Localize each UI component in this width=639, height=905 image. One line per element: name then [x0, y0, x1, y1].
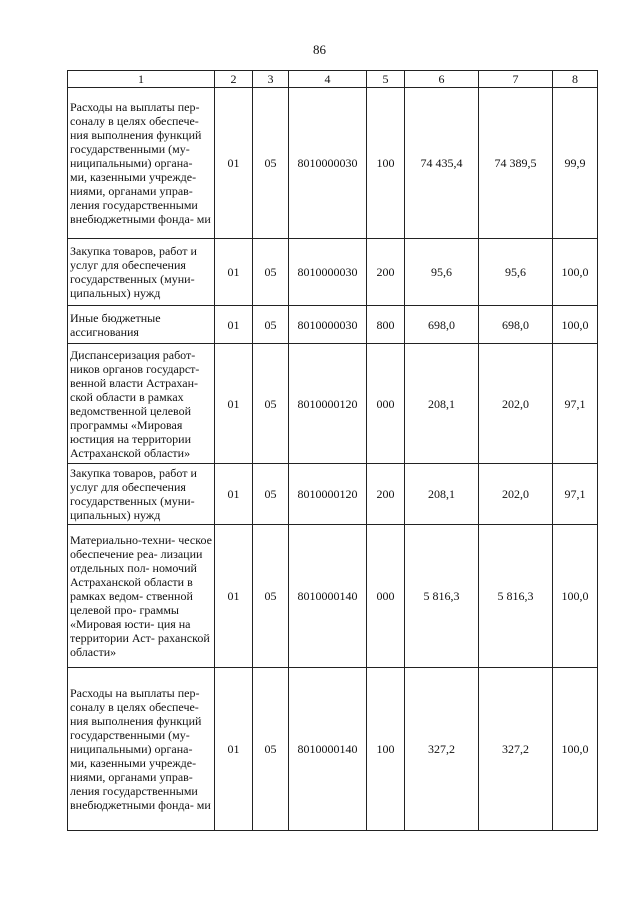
- cell-actual: 327,2: [479, 668, 553, 831]
- row-description: Иные бюджетные ассигнования: [68, 306, 215, 344]
- column-header: 3: [253, 71, 289, 88]
- cell-subsection: 05: [253, 525, 289, 668]
- table-row: [68, 464, 598, 525]
- column-header: 6: [405, 71, 479, 88]
- cell-target-code: 8010000140: [289, 525, 367, 668]
- cell-percent: 97,1: [553, 344, 598, 464]
- cell-expense-type: 200: [367, 239, 405, 306]
- column-header: 8: [553, 71, 598, 88]
- row-description: Диспансеризация работ- ников органов государст- венной власти Астрахан- ской области в рамках ведомственной целевой программы «Мировая юстиция на территории Астраханской области»: [68, 344, 215, 464]
- cell-planned: 208,1: [405, 464, 479, 525]
- table-row: [68, 88, 598, 239]
- cell-expense-type: 000: [367, 344, 405, 464]
- cell-target-code: 8010000030: [289, 306, 367, 344]
- cell-actual: 74 389,5: [479, 88, 553, 239]
- cell-subsection: 05: [253, 668, 289, 831]
- cell-section: 01: [215, 306, 253, 344]
- column-header: 2: [215, 71, 253, 88]
- cell-expense-type: 100: [367, 88, 405, 239]
- cell-section: 01: [215, 668, 253, 831]
- row-description: Закупка товаров, работ и услуг для обеспечения государственных (муни- ципальных) нужд: [68, 239, 215, 306]
- cell-target-code: 8010000120: [289, 344, 367, 464]
- cell-planned: 208,1: [405, 344, 479, 464]
- column-header: 4: [289, 71, 367, 88]
- cell-planned: 95,6: [405, 239, 479, 306]
- table-row: [68, 525, 598, 668]
- cell-planned: 698,0: [405, 306, 479, 344]
- cell-subsection: 05: [253, 306, 289, 344]
- cell-target-code: 8010000120: [289, 464, 367, 525]
- cell-expense-type: 200: [367, 464, 405, 525]
- cell-actual: 5 816,3: [479, 525, 553, 668]
- cell-subsection: 05: [253, 464, 289, 525]
- cell-actual: 698,0: [479, 306, 553, 344]
- table-row: [68, 344, 598, 464]
- budget-table: [67, 70, 598, 831]
- cell-planned: 74 435,4: [405, 88, 479, 239]
- cell-expense-type: 100: [367, 668, 405, 831]
- cell-subsection: 05: [253, 88, 289, 239]
- cell-percent: 100,0: [553, 239, 598, 306]
- cell-percent: 99,9: [553, 88, 598, 239]
- table-row: [68, 306, 598, 344]
- cell-planned: 5 816,3: [405, 525, 479, 668]
- cell-percent: 97,1: [553, 464, 598, 525]
- cell-expense-type: 800: [367, 306, 405, 344]
- cell-target-code: 8010000030: [289, 239, 367, 306]
- cell-percent: 100,0: [553, 306, 598, 344]
- cell-actual: 202,0: [479, 344, 553, 464]
- cell-planned: 327,2: [405, 668, 479, 831]
- cell-section: 01: [215, 525, 253, 668]
- header-row: [68, 71, 598, 88]
- table-row: [68, 668, 598, 831]
- cell-actual: 95,6: [479, 239, 553, 306]
- column-header: 5: [367, 71, 405, 88]
- column-header: 1: [68, 71, 215, 88]
- cell-target-code: 8010000030: [289, 88, 367, 239]
- row-description: Расходы на выплаты пер- соналу в целях обеспече- ния выполнения функций государственными (му- ниципальными) органа- ми, казенными учрежде- ниями, органами управ- ления государственными внебюджетными фонда- ми: [68, 88, 215, 239]
- cell-section: 01: [215, 239, 253, 306]
- table-row: [68, 239, 598, 306]
- cell-subsection: 05: [253, 239, 289, 306]
- page-number: 86: [313, 42, 326, 57]
- cell-percent: 100,0: [553, 668, 598, 831]
- cell-section: 01: [215, 464, 253, 525]
- cell-target-code: 8010000140: [289, 668, 367, 831]
- row-description: Расходы на выплаты пер- соналу в целях обеспече- ния выполнения функций государственными (му- ниципальными) органа- ми, казенными учрежде- ниями, органами управ- ления государственными внебюджетными фонда- ми: [68, 668, 215, 831]
- cell-expense-type: 000: [367, 525, 405, 668]
- cell-percent: 100,0: [553, 525, 598, 668]
- cell-section: 01: [215, 88, 253, 239]
- row-description: Материально-техни- ческое обеспечение реа- лизации отдельных пол- номочий Астраханской области в рамках ведом- ственной целевой про- граммы «Мировая юсти- ция на территории Аст- раханской области»: [68, 525, 215, 668]
- cell-actual: 202,0: [479, 464, 553, 525]
- cell-section: 01: [215, 344, 253, 464]
- row-description: Закупка товаров, работ и услуг для обеспечения государственных (муни- ципальных) нужд: [68, 464, 215, 525]
- cell-subsection: 05: [253, 344, 289, 464]
- column-header: 7: [479, 71, 553, 88]
